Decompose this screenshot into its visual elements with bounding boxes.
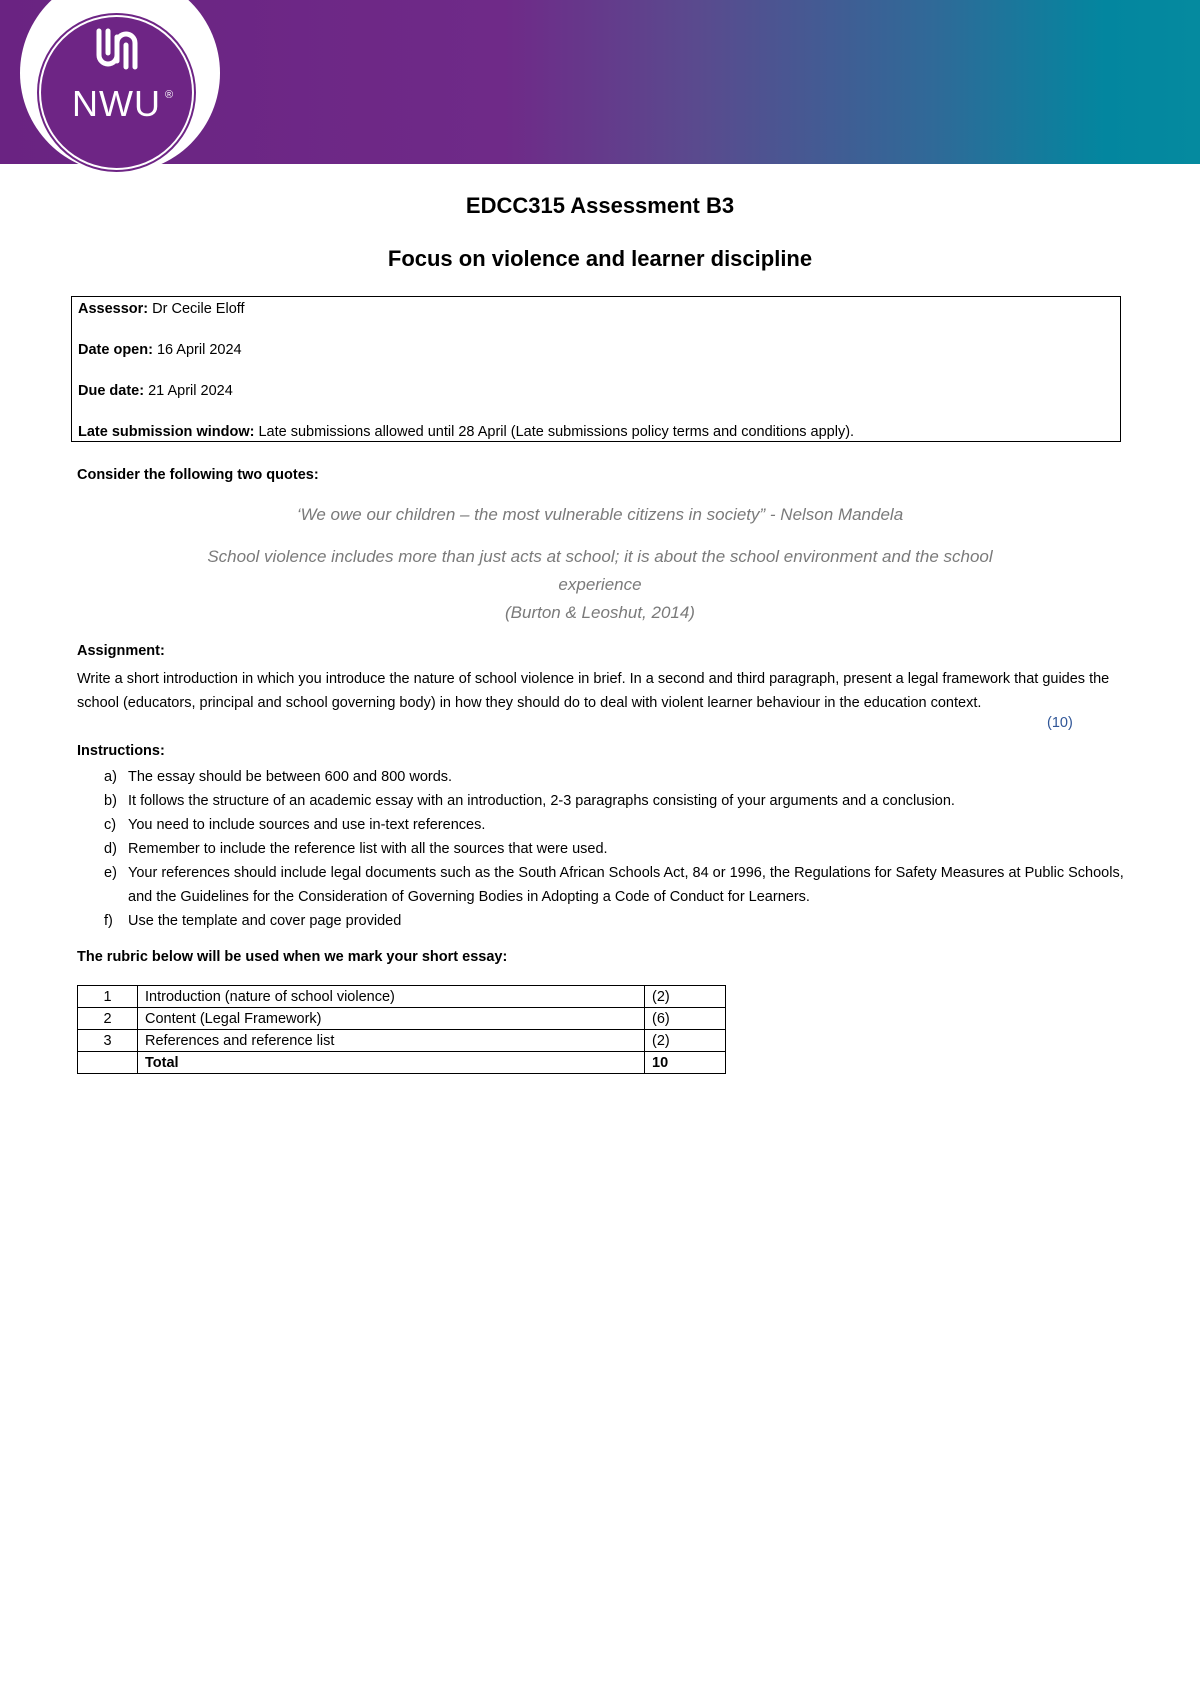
rubric-total-label: Total <box>138 1052 645 1074</box>
assignment-marks: (10) <box>1047 715 1073 731</box>
list-item-text: Remember to include the reference list with all the sources that were used. <box>128 841 608 857</box>
list-item <box>104 813 1124 837</box>
due-date-line <box>78 383 233 399</box>
list-item <box>104 789 1124 813</box>
quotes-intro: Consider the following two quotes: <box>77 467 319 483</box>
table-row <box>78 1008 726 1030</box>
list-item-text: You need to include sources and use in-text references. <box>128 817 486 833</box>
due-date-value: 21 April 2024 <box>148 383 233 399</box>
quote-source: (Burton & Leoshut, 2014) <box>505 603 695 622</box>
rubric-criterion: Content (Legal Framework) <box>138 1008 645 1030</box>
list-item <box>104 909 1124 933</box>
instructions-list <box>104 765 1124 933</box>
table-row <box>78 986 726 1008</box>
date-open-value: 16 April 2024 <box>156 342 242 358</box>
list-item-label: d) <box>104 841 117 857</box>
logo-text: NWU <box>72 83 161 124</box>
rubric-criterion: References and reference list <box>138 1030 645 1052</box>
rubric-table <box>77 985 726 1074</box>
assessor-line <box>78 301 245 317</box>
assessor-value: Dr Cecile Eloff <box>152 301 245 317</box>
assessor-label: Assessor: <box>78 301 149 317</box>
date-open-line <box>78 342 242 358</box>
list-item-label: c) <box>104 817 117 833</box>
quote-mandela: ‘We owe our children – the most vulnerable citizens in society” - Nelson Mandela <box>296 505 904 524</box>
assignment-heading: Assignment: <box>77 643 165 659</box>
nwu-logo <box>41 17 192 168</box>
rubric-marks: (2) <box>645 1030 726 1052</box>
list-item-label: f) <box>104 913 113 929</box>
list-item-text: Use the template and cover page provided <box>128 913 402 929</box>
list-item <box>104 837 1124 861</box>
list-item-label: a) <box>104 769 117 785</box>
quote-school-violence-line2: experience <box>558 575 642 594</box>
rubric-total-value: 10 <box>645 1052 726 1074</box>
quote-school-violence-line1: School violence includes more than just acts at school; it is about the school environment and the school <box>207 547 993 566</box>
rubric-num-empty <box>78 1052 138 1074</box>
nwu-emblem-icon <box>91 23 143 75</box>
table-row-total <box>78 1052 726 1074</box>
list-item-text: Your references should include legal documents such as the South African Schools Act, 84 or 1996, the Regulations for Safety Measures at Public Schools, and the Guidelines for the Consideration of Governing Bodies in Adopting a Code of Conduct for Learners. <box>128 865 1124 905</box>
list-item <box>104 861 1124 909</box>
list-item-label: e) <box>104 865 117 881</box>
rubric-num: 3 <box>78 1030 138 1052</box>
instructions-heading: Instructions: <box>77 743 165 759</box>
rubric-marks: (6) <box>645 1008 726 1030</box>
list-item <box>104 765 1124 789</box>
table-row <box>78 1030 726 1052</box>
rubric-num: 1 <box>78 986 138 1008</box>
document-subtitle: Focus on violence and learner discipline <box>387 246 813 271</box>
list-item-label: b) <box>104 793 117 809</box>
registered-mark: ® <box>165 89 174 101</box>
rubric-intro: The rubric below will be used when we mark your short essay: <box>77 949 508 965</box>
late-window-label: Late submission window: <box>78 424 255 440</box>
assessment-info-box <box>71 296 1121 442</box>
list-item-text: The essay should be between 600 and 800 words. <box>128 769 453 785</box>
late-window-value: Late submissions allowed until 28 April (Late submissions policy terms and conditions apply). <box>258 424 855 440</box>
rubric-marks: (2) <box>645 986 726 1008</box>
date-open-label: Date open: <box>78 342 153 358</box>
due-date-label: Due date: <box>78 383 145 399</box>
rubric-criterion: Introduction (nature of school violence) <box>138 986 645 1008</box>
rubric-num: 2 <box>78 1008 138 1030</box>
document-title: EDCC315 Assessment B3 <box>465 193 735 218</box>
list-item-text: It follows the structure of an academic essay with an introduction, 2-3 paragraphs consisting of your arguments and a conclusion. <box>128 793 955 809</box>
assignment-text: Write a short introduction in which you introduce the nature of school violence in brief. In a second and third paragraph, present a legal framework that guides the school (educators, principal and school governing body) in how they should do to deal with violent learner behaviour in the education context. <box>77 671 1110 711</box>
late-window-line <box>78 424 854 440</box>
